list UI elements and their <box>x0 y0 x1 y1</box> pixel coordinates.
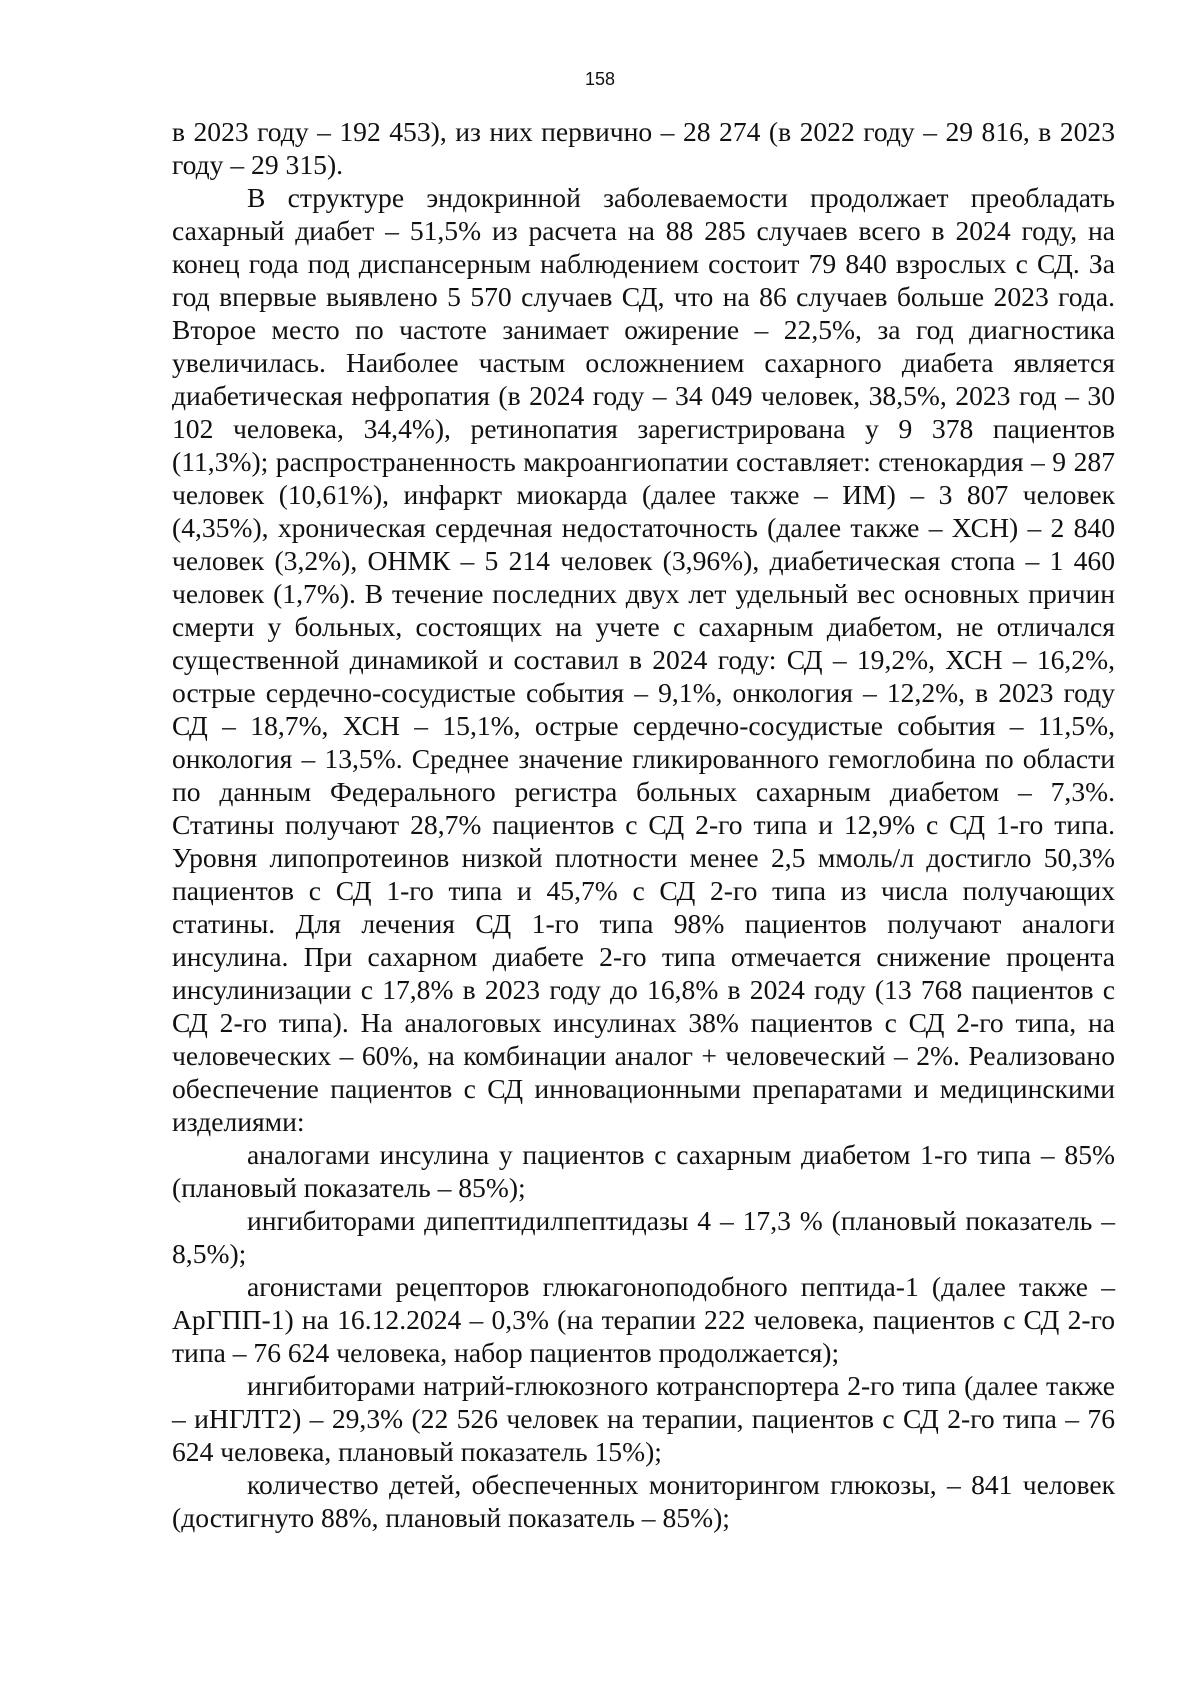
list-item-glp1-agonists: агонистами рецепторов глюкагоноподобного пептида-1 (далее также – АрГПП-1) на 16.12.2024 – 0,3% (на терапии 222 человека, пациентов с СД 2-го типа – 76 624 человека, набор пациентов продолжается); <box>172 1271 1115 1368</box>
list-item-sglt2-inhibitors: ингибиторами натрий-глюкозного котранспортера 2-го типа (далее также – иНГЛТ2) – 29,3% (22 526 человек на терапии, пациентов с СД 2-го типа – 76 624 человека, плановый показатель 15%); <box>172 1370 1115 1467</box>
list-item-glucose-monitoring: количество детей, обеспеченных мониторингом глюкозы, – 841 человек (достигнуто 88%, плановый показатель – 85%); <box>172 1469 1115 1533</box>
list-item-dpp4-inhibitors: ингибиторами дипептидилпептидазы 4 – 17,3 % (плановый показатель – 8,5%); <box>172 1205 1115 1269</box>
list-item-insulin-analogs: аналогами инсулина у пациентов с сахарным диабетом 1-го типа – 85% (плановый показатель – 85%); <box>172 1139 1115 1203</box>
page-number: 158 <box>584 69 616 89</box>
document-body <box>172 115 1115 1534</box>
paragraph-endocrine-morbidity: В структуре эндокринной заболеваемости продолжает преобладать сахарный диабет – 51,5% из расчета на 88 285 случаев всего в 2024 году, на конец года под диспансерным наблюдением состоит 79 840 взрослых с СД. За год впервые выявлено 5 570 случаев СД, что на 86 случаев больше 2023 года. Второе место по частоте занимает ожирение – 22,5%, за год диагностика увеличилась. Наиболее частым осложнением сахарного диабета является диабетическая нефропатия (в 2024 году – 34 049 человек, 38,5%, 2023 год – 30 102 человека, 34,4%), ретинопатия зарегистрирована у 9 378 пациентов (11,3%); распространенность макроангиопатии составляет: стенокардия – 9 287 человек (10,61%), инфаркт миокарда (далее также – ИМ) – 3 807 человек (4,35%), хроническая сердечная недостаточность (далее также – ХСН) – 2 840 человек (3,2%), ОНМК – 5 214 человек (3,96%), диабетическая стопа – 1 460 человек (1,7%). В течение последних двух лет удельный вес основных причин смерти у больных, состоящих на учете с сахарным диабетом, не отличался существенной динамикой и составил в 2024 году: СД – 19,2%, ХСН – 16,2%, острые сердечно-сосудистые события – 9,1%, онкология – 12,2%, в 2023 году СД – 18,7%, ХСН – 15,1%, острые сердечно-сосудистые события – 11,5%, онкология – 13,5%. Среднее значение гликированного гемоглобина по области по данным Федерального регистра больных сахарным диабетом – 7,3%. Статины получают 28,7% пациентов с СД 2-го типа и 12,9% с СД 1-го типа. Уровня липопротеинов низкой плотности менее 2,5 ммоль/л достигло 50,3% пациентов с СД 1-го типа и 45,7% с СД 2-го типа из числа получающих статины. Для лечения СД 1-го типа 98% пациентов получают аналоги инсулина. При сахарном диабете 2-го типа отмечается снижение процента инсулинизации с 17,8% в 2023 году до 16,8% в 2024 году (13 768 пациентов с СД 2-го типа). На аналоговых инсулинах 38% пациентов с СД 2-го типа, на человеческих – 60%, на комбинации аналог + человеческий – 2%. Реализовано обеспечение пациентов с СД инновационными препаратами и медицинскими изделиями: <box>172 182 1115 1137</box>
paragraph-continuation: в 2023 году – 192 453), из них первично – 28 274 (в 2022 году – 29 816, в 2023 году – 29 315). <box>172 116 1115 180</box>
